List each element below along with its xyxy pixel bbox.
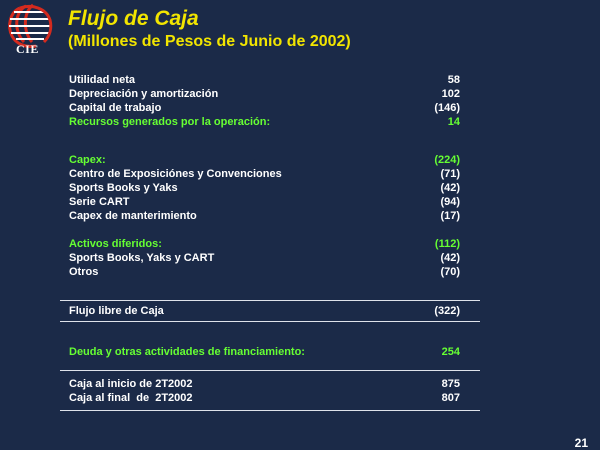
row-label: Centro de Exposiciónes y Convenciones: [69, 168, 282, 180]
row-label: Otros: [69, 266, 99, 278]
divider: [60, 410, 480, 411]
row-label: Capex:: [69, 154, 106, 166]
row-label: Activos diferidos:: [69, 238, 162, 250]
table-row: [69, 377, 460, 391]
row-value: (146): [434, 102, 460, 114]
page-title: Flujo de Caja: [68, 7, 199, 30]
row-value: 58: [447, 74, 460, 86]
row-label: Depreciación y amortización: [69, 88, 219, 100]
row-value: (70): [440, 266, 460, 278]
row-label: Capital de trabajo: [69, 102, 162, 114]
row-label: Caja al inicio de 2T2002: [69, 378, 193, 390]
table-row: [69, 391, 460, 405]
row-value: 875: [441, 378, 460, 390]
row-label: Deuda y otras actividades de financiamiento:: [69, 346, 305, 358]
row-value: 807: [441, 392, 460, 404]
table-row-subtotal: [69, 115, 460, 129]
row-value: (71): [440, 168, 460, 180]
table-row: [69, 101, 460, 115]
row-value: 254: [441, 346, 460, 358]
table-row: [69, 167, 460, 181]
divider: [60, 370, 480, 371]
row-label: Sports Books y Yaks: [69, 182, 178, 194]
page-number: 21: [574, 436, 588, 450]
logo-text: CIE: [16, 42, 39, 56]
table-row: [69, 195, 460, 209]
row-label: Caja al final de 2T2002: [69, 392, 193, 404]
table-row: [69, 251, 460, 265]
table-row-section: [69, 237, 460, 251]
table-row: [69, 87, 460, 101]
row-value: (322): [434, 305, 460, 317]
table-row-subtotal: [69, 345, 460, 359]
divider: [60, 300, 480, 301]
row-label: Recursos generados por la operación:: [69, 116, 271, 128]
row-value: (224): [434, 154, 460, 166]
row-value: (17): [440, 210, 460, 222]
row-value: 14: [447, 116, 460, 128]
table-row: [69, 209, 460, 223]
row-label: Flujo libre de Caja: [69, 305, 164, 317]
table-row-section: [69, 153, 460, 167]
page-subtitle: (Millones de Pesos de Junio de 2002): [68, 33, 351, 50]
row-label: Utilidad neta: [69, 74, 136, 86]
row-label: Serie CART: [69, 196, 130, 208]
row-label: Capex de manterimiento: [69, 210, 197, 222]
divider: [60, 321, 480, 322]
row-value: (112): [434, 238, 460, 250]
row-label: Sports Books, Yaks y CART: [69, 252, 215, 264]
table-row-total: [69, 304, 460, 318]
row-value: 102: [441, 88, 460, 100]
row-value: (94): [440, 196, 460, 208]
row-value: (42): [440, 252, 460, 264]
row-value: (42): [440, 182, 460, 194]
table-row: [69, 265, 460, 279]
table-row: [69, 73, 460, 87]
table-row: [69, 181, 460, 195]
